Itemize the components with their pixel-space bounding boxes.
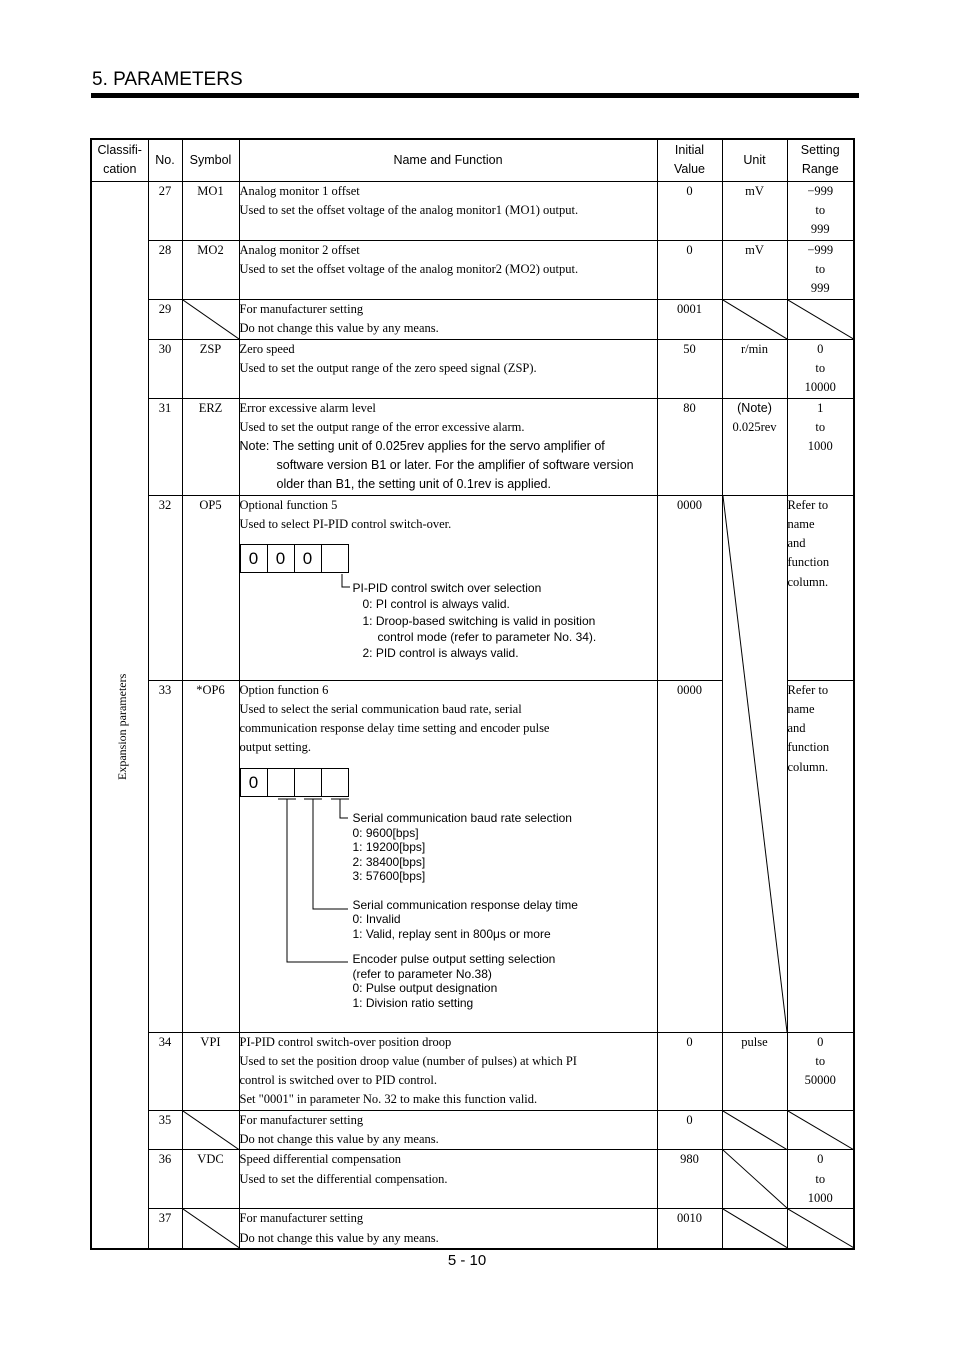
param-no: 27 xyxy=(148,181,182,240)
param-symbol: VPI xyxy=(182,1032,239,1110)
digit-box: 0 xyxy=(294,544,322,573)
digit-box: 0 xyxy=(240,544,268,573)
param-symbol: OP5 xyxy=(182,495,239,680)
blank-diagonal xyxy=(787,1209,854,1249)
param-symbol: ZSP xyxy=(182,339,239,398)
initial-value: 0000 xyxy=(657,680,722,1032)
table-row xyxy=(91,181,854,240)
setting-range: −999 to 999 xyxy=(787,240,854,299)
col-initial-value: Initial Value xyxy=(657,139,722,181)
param-name: Analog monitor 2 offset Used to set the offset voltage of the analog monitor2 (MO2) output. xyxy=(239,240,657,299)
col-setting-range: Setting Range xyxy=(787,139,854,181)
table-row xyxy=(91,299,854,339)
digit-box: 0 xyxy=(267,544,295,573)
blank-diagonal xyxy=(787,299,854,339)
setting-range: Refer to name and function column. xyxy=(787,680,854,1032)
blank-diagonal xyxy=(722,299,787,339)
initial-value: 50 xyxy=(657,339,722,398)
table-row xyxy=(91,1032,854,1110)
initial-value: 0001 xyxy=(657,299,722,339)
col-name-function: Name and Function xyxy=(239,139,657,181)
page-number: 5 - 10 xyxy=(447,1252,487,1269)
blank-diagonal xyxy=(182,1110,239,1150)
param-no: 32 xyxy=(148,495,182,680)
classification-label-wrap xyxy=(100,500,140,950)
blank-diagonal xyxy=(182,299,239,339)
table-row xyxy=(91,398,854,495)
blank-diagonal xyxy=(722,1110,787,1150)
param-name: Speed differential compensation Used to set the differential compensation. xyxy=(239,1150,657,1209)
digit-box xyxy=(321,544,349,573)
unit: pulse xyxy=(722,1032,787,1110)
setting-range: 0 to 50000 xyxy=(787,1032,854,1110)
param-no: 33 xyxy=(148,680,182,1032)
param-name: Option function 6 Used to select the serial communication baud rate, serial communication response delay time setting and encoder pulse output setting. 0 Serial communication baud rate selection 0: 9600[bps] 1: 19200[bps] 2: 38400[bps] 3: 57600[bps] Serial communication response delay time 0: Invalid 1: Valid, replay sent in 800μs or more Encoder pulse output setting selection (refer to parameter No.38) 0: Pulse output designation 1: Division ratio setting xyxy=(239,680,657,1032)
param-name: For manufacturer setting Do not change this value by any means. xyxy=(239,299,657,339)
param-name: Zero speed Used to set the output range of the zero speed signal (ZSP). xyxy=(239,339,657,398)
table-row xyxy=(91,339,854,398)
param-name: Error excessive alarm level Used to set the output range of the error excessive alarm. Note: The setting unit of 0.025rev applies for the servo amplifier of software version B1 or later. For the amplifier of software version older than B1, the setting unit of 0.1rev is applied. xyxy=(239,398,657,495)
param-no: 34 xyxy=(148,1032,182,1110)
unit: mV xyxy=(722,240,787,299)
col-symbol: Symbol xyxy=(182,139,239,181)
table-row xyxy=(91,1150,854,1209)
setting-range: Refer to name and function column. xyxy=(787,495,854,680)
initial-value: 0 xyxy=(657,181,722,240)
param-name: For manufacturer setting Do not change this value by any means. xyxy=(239,1209,657,1249)
header-rule xyxy=(91,93,859,98)
param-name: Analog monitor 1 offset Used to set the offset voltage of the analog monitor1 (MO1) output. xyxy=(239,181,657,240)
section-title: 5. PARAMETERS xyxy=(92,69,243,90)
param-no: 35 xyxy=(148,1110,182,1150)
setting-range: 0 to 1000 xyxy=(787,1150,854,1209)
blank-diagonal xyxy=(722,495,787,1032)
digit-box xyxy=(267,768,295,797)
unit: (Note) 0.025rev xyxy=(722,398,787,495)
param-symbol: MO1 xyxy=(182,181,239,240)
digit-boxes xyxy=(240,544,657,573)
initial-value: 0000 xyxy=(657,495,722,680)
initial-value: 0010 xyxy=(657,1209,722,1249)
param-no: 28 xyxy=(148,240,182,299)
initial-value: 0 xyxy=(657,240,722,299)
param-name: For manufacturer setting Do not change this value by any means. xyxy=(239,1110,657,1150)
initial-value: 80 xyxy=(657,398,722,495)
param-symbol: MO2 xyxy=(182,240,239,299)
table-row xyxy=(91,240,854,299)
initial-value: 980 xyxy=(657,1150,722,1209)
param-name: PI-PID control switch-over position droop Used to set the position droop value (number of pulses) at which PI control is switched over to PID control. Set "0001" in parameter No. 32 to make this function valid. xyxy=(239,1032,657,1110)
initial-value: 0 xyxy=(657,1032,722,1110)
digit-box xyxy=(321,768,349,797)
blank-diagonal xyxy=(787,1110,854,1150)
setting-range: 0 to 10000 xyxy=(787,339,854,398)
table-row xyxy=(91,495,854,680)
param-no: 30 xyxy=(148,339,182,398)
blank-diagonal xyxy=(182,1209,239,1249)
param-no: 37 xyxy=(148,1209,182,1249)
param-no: 29 xyxy=(148,299,182,339)
blank-diagonal xyxy=(722,1150,787,1209)
initial-value: 0 xyxy=(657,1110,722,1150)
param-symbol: VDC xyxy=(182,1150,239,1209)
param-symbol: ERZ xyxy=(182,398,239,495)
classification-label: Expansion parameters xyxy=(115,673,129,780)
unit: r/min xyxy=(722,339,787,398)
table-header-row xyxy=(91,139,854,181)
setting-range: −999 to 999 xyxy=(787,181,854,240)
col-classification: Classifi- cation xyxy=(91,139,148,181)
parameter-table xyxy=(90,138,855,1250)
table-row xyxy=(91,1209,854,1249)
param-no: 36 xyxy=(148,1150,182,1209)
col-no: No. xyxy=(148,139,182,181)
param-symbol: *OP6 xyxy=(182,680,239,1032)
col-unit: Unit xyxy=(722,139,787,181)
digit-box xyxy=(294,768,322,797)
digit-box: 0 xyxy=(240,768,268,797)
param-no: 31 xyxy=(148,398,182,495)
table-row xyxy=(91,1110,854,1150)
setting-range: 1 to 1000 xyxy=(787,398,854,495)
blank-diagonal xyxy=(722,1209,787,1249)
param-name: Optional function 5 Used to select PI-PID control switch-over. 0 0 0 PI-PID control switch over selection 0: PI control is always valid. 1: Droop-based switching is valid in position control mode (refer to parameter No. 34). 2: PID control is always valid. xyxy=(239,495,657,680)
unit: mV xyxy=(722,181,787,240)
digit-boxes xyxy=(240,768,657,797)
